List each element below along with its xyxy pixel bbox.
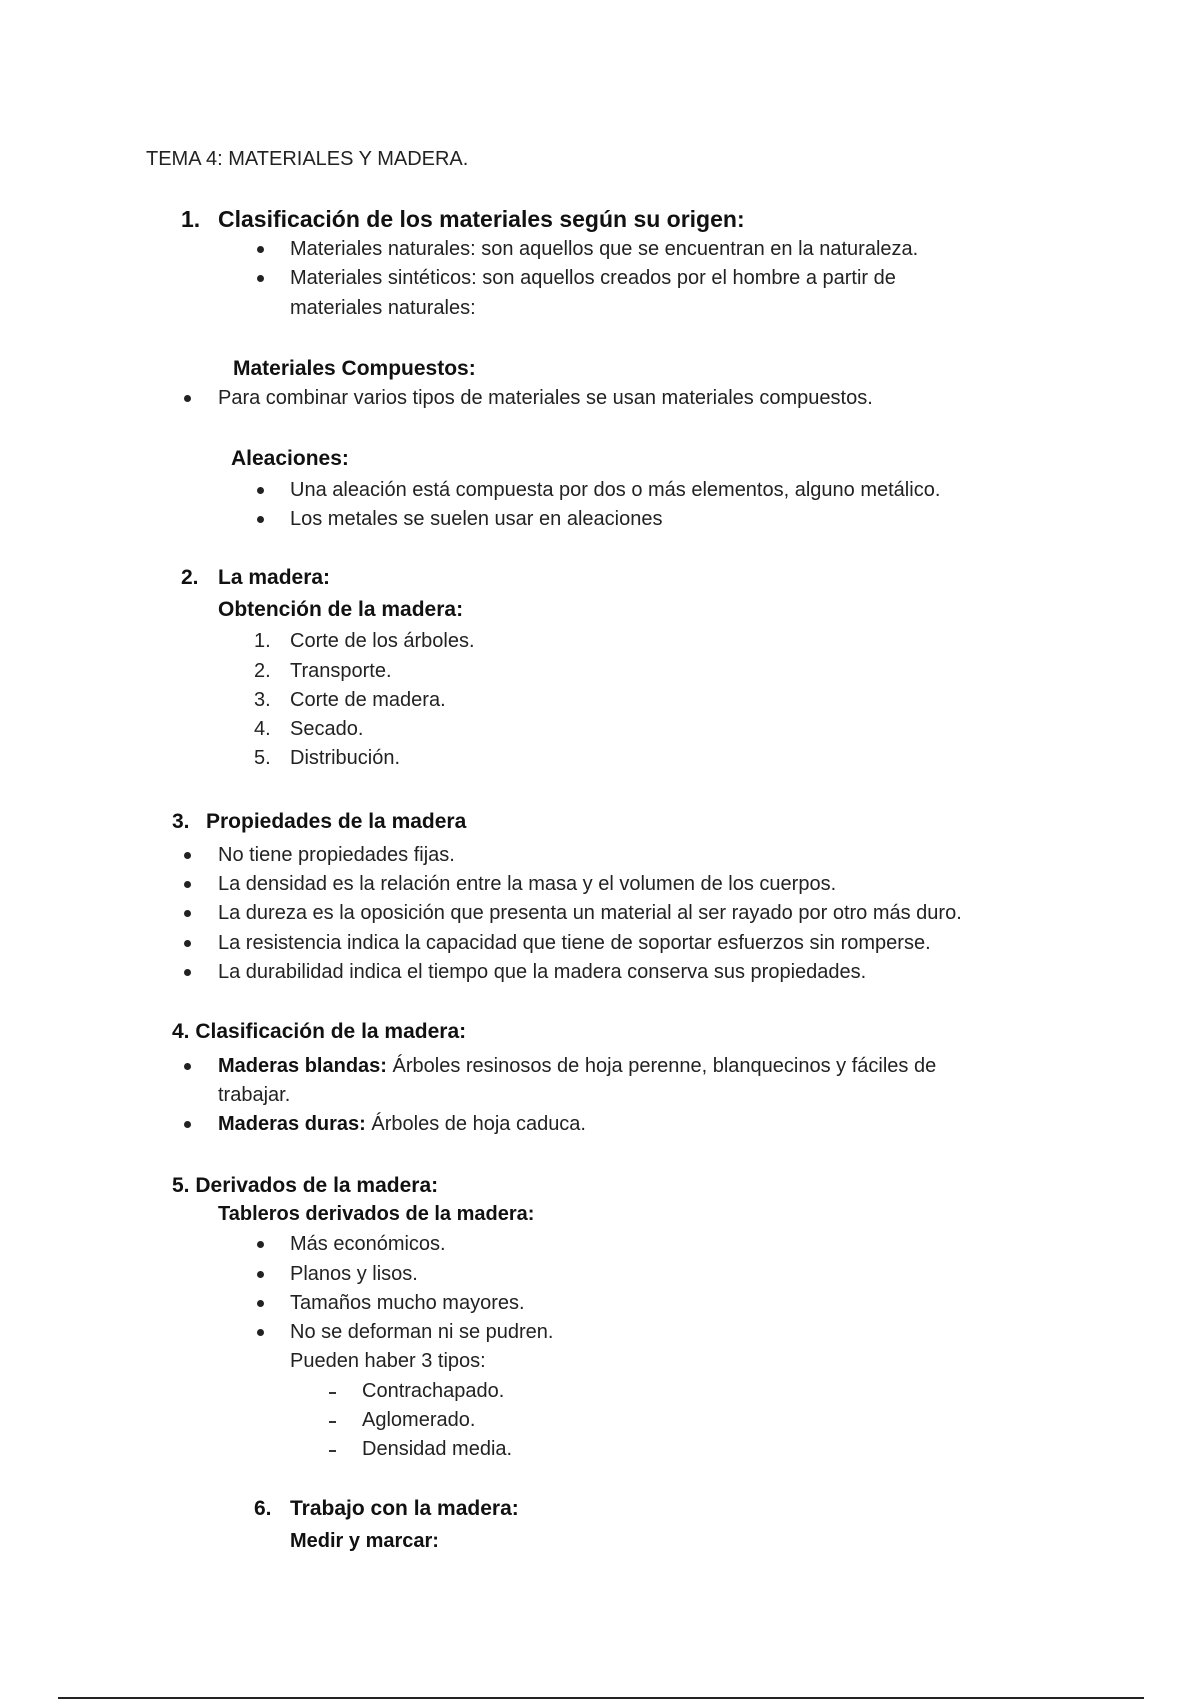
dash-icon [329, 1421, 336, 1423]
step-item: Corte de los árboles. [290, 630, 475, 652]
section-1-number: 1. [181, 206, 201, 232]
list-item: Tamaños mucho mayores. [290, 1292, 525, 1314]
step-number: 4. [254, 718, 271, 740]
maderas-blandas-text: Árboles resinosos de hoja perenne, blanquecinos y fáciles de [386, 1055, 937, 1077]
step-number: 3. [254, 689, 271, 711]
bullet-icon [184, 852, 191, 859]
step-number: 2. [254, 660, 271, 682]
section-3-number: 3. [172, 810, 190, 833]
list-item [218, 1055, 936, 1078]
bullet-icon [184, 881, 191, 888]
section-5-subheading: Tableros derivados de la madera: [218, 1203, 535, 1225]
section-2-subheading: Obtención de la madera: [218, 598, 464, 621]
maderas-duras-label: Maderas duras: [218, 1113, 366, 1135]
bullet-icon [257, 246, 264, 253]
aleaciones-heading: Aleaciones: [231, 447, 349, 470]
bullet-icon [184, 1063, 191, 1070]
bullet-icon [184, 940, 191, 947]
bullet-icon [257, 516, 264, 523]
page-bottom-rule [58, 1697, 1144, 1699]
tipos-intro: Pueden haber 3 tipos: [290, 1350, 486, 1372]
bullet-icon [257, 1329, 264, 1336]
list-item: La resistencia indica la capacidad que tiene de soportar esfuerzos sin romperse. [218, 932, 931, 954]
bullet-icon [184, 969, 191, 976]
list-item: Materiales sintéticos: son aquellos creados por el hombre a partir de [290, 267, 896, 289]
step-item: Distribución. [290, 747, 401, 769]
section-2-number: 2. [181, 566, 199, 589]
list-item: Más económicos. [290, 1233, 446, 1255]
tipo-item: Aglomerado. [362, 1409, 476, 1431]
list-item: La durabilidad indica el tiempo que la madera conserva sus propiedades. [218, 961, 867, 983]
bullet-icon [257, 1241, 264, 1248]
list-item: No tiene propiedades fijas. [218, 844, 455, 866]
section-4-heading: 4. Clasificación de la madera: [172, 1020, 467, 1043]
section-5-heading: 5. Derivados de la madera: [172, 1174, 439, 1197]
bullet-icon [257, 275, 264, 282]
step-item: Secado. [290, 718, 364, 740]
list-item: No se deforman ni se pudren. [290, 1321, 554, 1343]
step-number: 5. [254, 747, 271, 769]
section-6-subheading: Medir y marcar: [290, 1530, 439, 1552]
list-item: Materiales naturales: son aquellos que se encuentran en la naturaleza. [290, 238, 919, 260]
dash-icon [329, 1392, 336, 1394]
bullet-icon [184, 1121, 191, 1128]
section-6-number: 6. [254, 1497, 272, 1520]
bullet-icon [257, 1300, 264, 1307]
list-item: La densidad es la relación entre la masa y el volumen de los cuerpos. [218, 873, 837, 895]
section-6-heading: Trabajo con la madera: [290, 1497, 519, 1520]
step-number: 1. [254, 630, 271, 652]
section-3-heading: Propiedades de la madera [206, 810, 467, 833]
bullet-icon [184, 395, 191, 402]
document-title: TEMA 4: MATERIALES Y MADERA. [146, 148, 469, 170]
list-item-continuation: materiales naturales: [290, 297, 476, 319]
list-item: La dureza es la oposición que presenta un material al ser rayado por otro más duro. [218, 902, 962, 924]
tipo-item: Contrachapado. [362, 1380, 505, 1402]
bullet-icon [257, 487, 264, 494]
section-2-heading: La madera: [218, 566, 331, 589]
list-item: Para combinar varios tipos de materiales se usan materiales compuestos. [218, 387, 873, 409]
list-item: Una aleación está compuesta por dos o más elementos, alguno metálico. [290, 479, 941, 501]
list-item: Planos y lisos. [290, 1263, 418, 1285]
step-item: Transporte. [290, 660, 392, 682]
bullet-icon [257, 1271, 264, 1278]
list-item-continuation: trabajar. [218, 1084, 291, 1106]
maderas-blandas-label: Maderas blandas: [218, 1055, 387, 1077]
dash-icon [329, 1450, 336, 1452]
step-item: Corte de madera. [290, 689, 446, 711]
tipo-item: Densidad media. [362, 1438, 513, 1460]
list-item: Los metales se suelen usar en aleaciones [290, 508, 663, 530]
section-1-heading: Clasificación de los materiales según su origen: [218, 206, 745, 232]
maderas-duras-text: Árboles de hoja caduca. [365, 1113, 586, 1135]
compuestos-heading: Materiales Compuestos: [233, 357, 476, 380]
list-item [218, 1113, 586, 1136]
bullet-icon [184, 910, 191, 917]
